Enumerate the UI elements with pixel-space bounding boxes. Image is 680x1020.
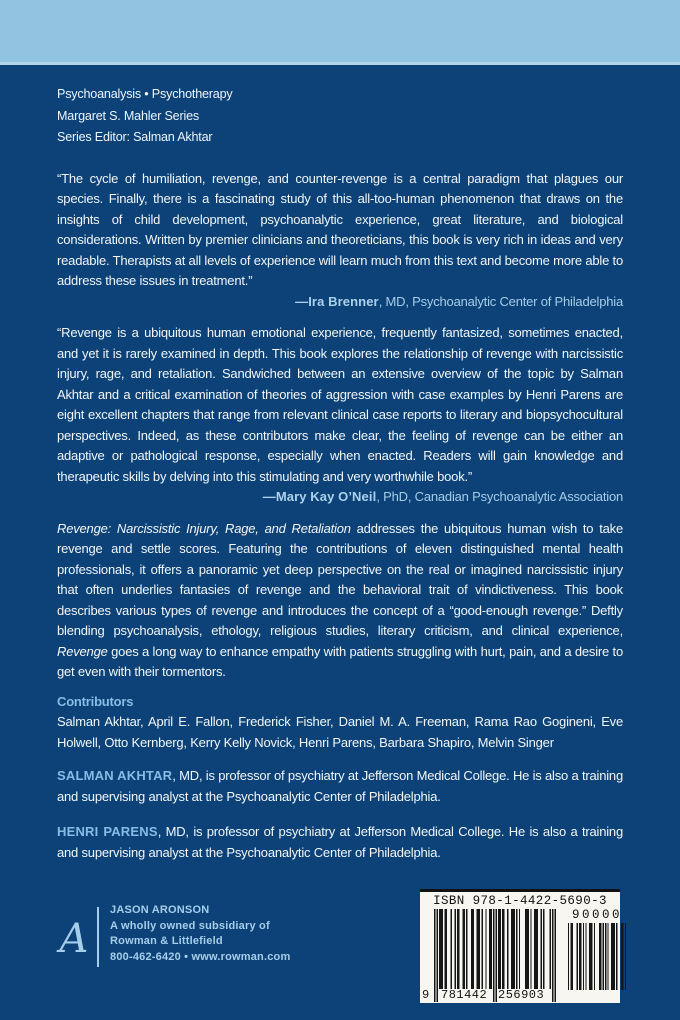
contributors-names: Salman Akhtar, April E. Fallon, Frederick Fisher, Daniel M. A. Freeman, Rama Rao Gogineni, Eve Holwell, Otto Kernberg, Kerry Kelly Novick, Henri Parens, Barbara Shapiro, Melvin Singer (57, 714, 623, 750)
isbn-label: ISBN 978-1-4422-5690-3 (433, 894, 607, 908)
contributors-block (57, 692, 623, 754)
publisher-name: JASON ARONSON (110, 904, 210, 916)
series-editor: Series Editor: Salman Akhtar (57, 130, 213, 144)
series-name: Margaret S. Mahler Series (57, 108, 199, 123)
blurb-2-text: “Revenge is a ubiquitous human emotional experience, frequently fantasized, sometimes enacted, and yet it is rarely examined in depth. This book explores the relationship of revenge with narcissistic injury, rage, and retaliation. Sandwiched between an extensive overview of the topic by Salman Akhtar and a critical examination of theories of aggression with case examples by Henri Parens are eight excellent chapters that range from relevant clinical case reports to literary and biopsychocultural perspectives. Indeed, as these contributors make clear, the feeling of revenge can be either an adaptive or pathological response, especially when enacted. Readers will gain knowledge and therapeutic skills by delving into this stimulating and very worthwhile book.” (57, 325, 623, 484)
author-bio-parens-text: , MD, is professor of psychiatry at Jefferson Medical College. He is also a training and supervising analyst at the Psychoanalytic Center of Philadelphia. (57, 824, 623, 860)
ean13-digit-lead: 9 (422, 988, 430, 1002)
series-block (57, 84, 623, 149)
price-code: 90000 (571, 908, 622, 922)
author-bio-parens (57, 822, 623, 863)
blurb-1-attribution (57, 292, 623, 313)
blurb-1 (57, 169, 623, 292)
blurb-2-attribution-name: —Mary Kay O’Neil (262, 489, 377, 504)
author-name-parens: HENRI PARENS (57, 824, 158, 839)
author-bio-akhtar (57, 766, 623, 807)
ean5-bars (568, 923, 626, 995)
publisher-subsidiary-line: A wholly owned subsidiary of (110, 919, 270, 932)
top-band (0, 0, 680, 65)
ean13-barcode (422, 909, 556, 1002)
blurb-1-text: “The cycle of humiliation, revenge, and counter-revenge is a central paradigm that plagues our species. Finally, there is a fascinating study of this all-too-human phenomenon that draws on the insights of child development, psychoanalytic experience, great literature, and biological considerations. Written by premier clinicians and theoreticians, this book is very rich in ideas and very readable. Therapists at all levels of experience will learn much from this text and become more able to address these issues in treatment.” (57, 170, 623, 288)
blurb-2-attribution (57, 487, 623, 508)
cover-text-column (0, 84, 680, 863)
author-name-akhtar: SALMAN AKHTAR (57, 768, 173, 783)
barcode-panel (420, 889, 620, 1003)
blurb-2 (57, 323, 623, 487)
ean5-supplement (568, 909, 626, 1002)
description-part-2: goes a long way to enhance empathy with patients struggling with hurt, pain, and a desire to get even with their tormentors. (57, 643, 623, 679)
publisher-block (56, 903, 290, 967)
publisher-divider (97, 907, 99, 967)
jason-aronson-logo: A (59, 916, 89, 962)
ean13-digits-left-group: 781442 (441, 988, 488, 1002)
barcode-row (420, 909, 620, 1002)
blurb-1-attribution-name: —Ira Brenner (295, 293, 379, 309)
blurb-2-attribution-title: , PhD, Canadian Psychoanalytic Association (376, 489, 623, 504)
publisher-text (110, 903, 290, 967)
blurb-1-attribution-title: , MD, Psychoanalytic Center of Philadelphia (378, 293, 623, 309)
book-description (57, 519, 623, 683)
book-title-italic: Revenge: Narcissistic Injury, Rage, and Retaliation (57, 520, 351, 536)
ean13-digits-right-group: 256903 (498, 988, 545, 1002)
series-categories: Psychoanalysis • Psychotherapy (57, 87, 233, 101)
publisher-parent-company: Rowman & Littlefield (110, 935, 223, 947)
contributors-heading: Contributors (57, 693, 134, 709)
publisher-phone-website: 800-462-6420 • www.rowman.com (110, 950, 291, 963)
description-part-1: addresses the ubiquitous human wish to take revenge and settle scores. Featuring the contributions of eleven distinguished mental health professionals, it offers a panoramic yet deep perspective on the real or imagined narcissistic injury that often underlies fantasies of revenge and the behavioral trait of vindictiveness. This book describes various types of revenge and introduces the concept of a “good-enough revenge.” Deftly blending psychoanalysis, ethology, religious studies, literary criticism, and clinical experience, (57, 520, 623, 638)
book-title-short-italic: Revenge (57, 643, 108, 659)
author-bio-akhtar-text: , MD, is professor of psychiatry at Jefferson Medical College. He is also a training and supervising analyst at the Psychoanalytic Center of Philadelphia. (57, 768, 623, 804)
